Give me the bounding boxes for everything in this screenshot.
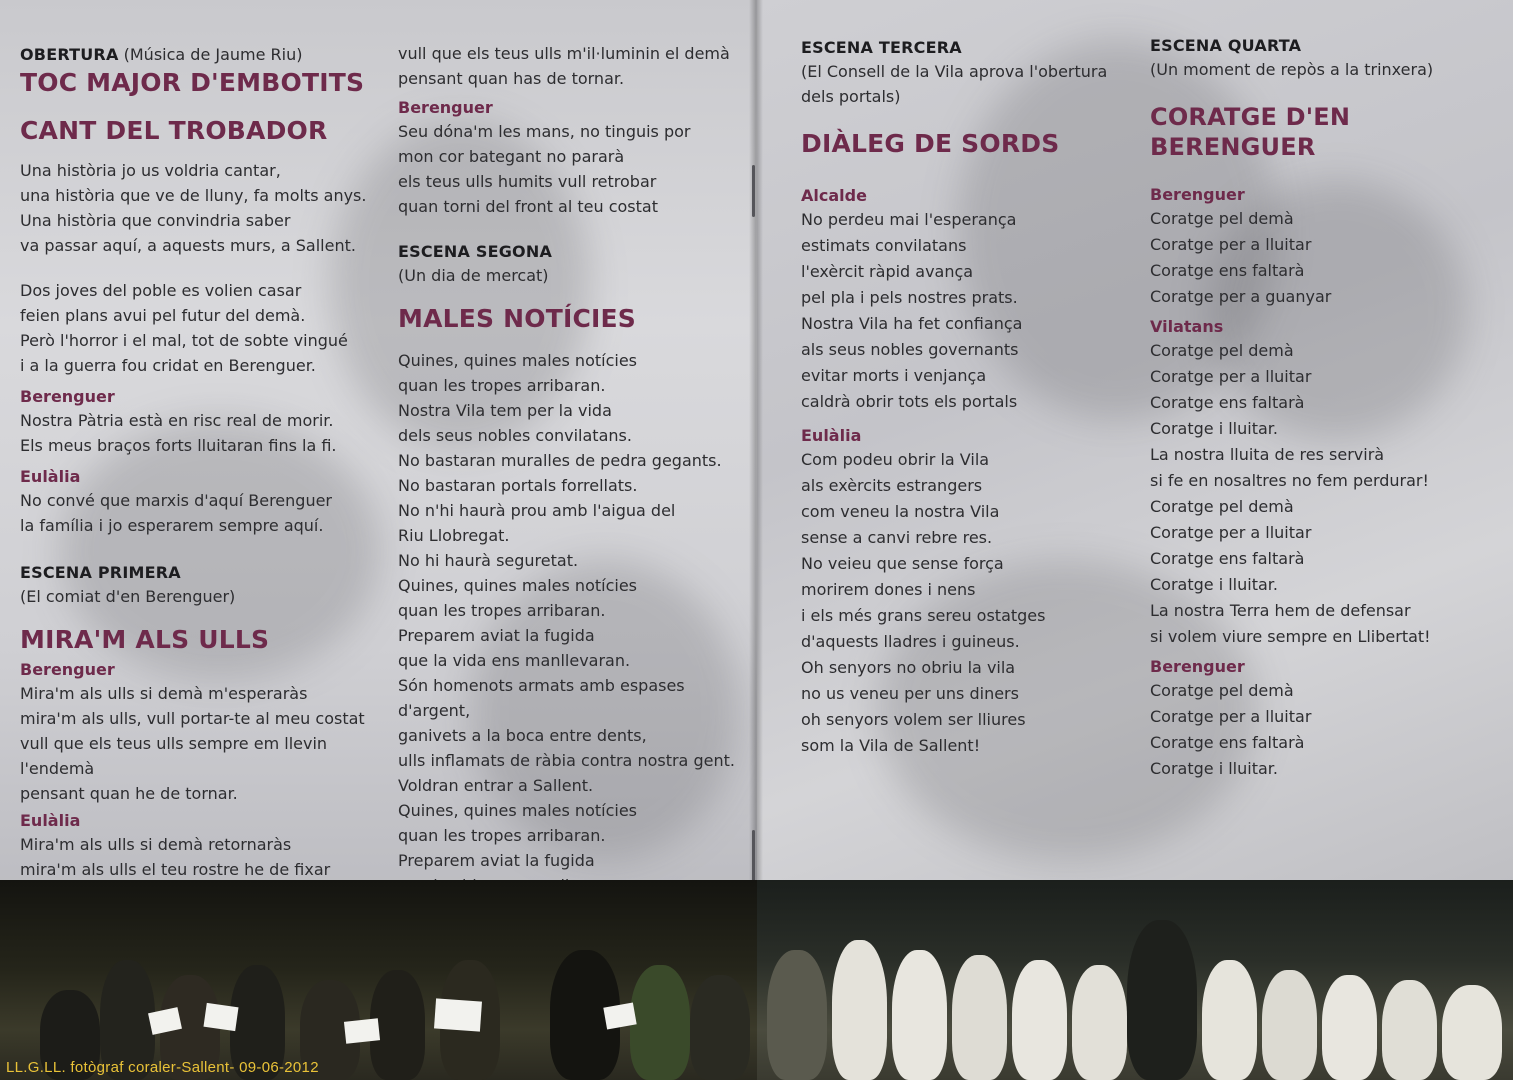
lyric-line: Quines, quines males notícies	[398, 351, 637, 370]
lyric-line: Una història jo us voldria cantar,	[20, 161, 281, 180]
lyric-line: si fe en nosaltres no fem perdurar!	[1150, 471, 1429, 490]
lyric-line: No bastaran portals forrellats.	[398, 476, 638, 495]
character-berenguer: Berenguer	[20, 387, 115, 406]
lyric-line: una història que ve de lluny, fa molts anys.	[20, 186, 367, 205]
lyric-line: Coratge per a lluitar	[1150, 367, 1312, 386]
scene-4-description: (Un moment de repòs a la trinxera)	[1150, 60, 1434, 79]
lyric-line: Coratge pel demà	[1150, 681, 1294, 700]
character-eulalia: Eulàlia	[801, 426, 862, 445]
lyric-line: no us veneu per uns diners	[801, 684, 1019, 703]
choir-member	[1262, 970, 1317, 1080]
character-eulalia: Eulàlia	[20, 811, 81, 830]
lyric-line: ganivets a la boca entre dents,	[398, 726, 647, 745]
lyric-line: Oh senyors no obriu la vila	[801, 658, 1016, 677]
choir-photo-right	[757, 880, 1513, 1080]
scene-1-description: (El comiat d'en Berenguer)	[20, 587, 236, 606]
overture-note: (Música de Jaume Riu)	[118, 45, 303, 64]
lyric-line: Nostra Vila ha fet confiança	[801, 314, 1023, 333]
lyric-line: mon cor bategant no pararà	[398, 147, 625, 166]
lyric-line: que la vida ens manllevaran.	[398, 651, 631, 670]
lyric-line: i a la guerra fou cridat en Berenguer.	[20, 356, 316, 375]
lyric-line: sense a canvi rebre res.	[801, 528, 993, 547]
lyric-line: Coratge i lluitar.	[1150, 759, 1278, 778]
lyric-line: Els meus braços forts lluitaran fins la fi.	[20, 436, 337, 455]
overture-label: OBERTURA	[20, 45, 119, 64]
scene-3-label: ESCENA TERCERA	[801, 38, 962, 57]
lyric-line: si volem viure sempre en Llibertat!	[1150, 627, 1431, 646]
lyric-line: Coratge per a lluitar	[1150, 707, 1312, 726]
lyric-line: quan les tropes arribaran.	[398, 376, 606, 395]
lyric-line: Mira'm als ulls si demà m'esperaràs	[20, 684, 308, 703]
verse-2	[20, 278, 380, 378]
scene-4-label: ESCENA QUARTA	[1150, 36, 1302, 55]
character-eulalia: Eulàlia	[20, 467, 81, 486]
lyric-line: No perdeu mai l'esperança	[801, 210, 1017, 229]
title-males-noticies: MALES NOTÍCIES	[398, 304, 637, 333]
lyric-line: som la Vila de Sallent!	[801, 736, 981, 755]
lyric-line: l'exèrcit ràpid avança	[801, 262, 974, 281]
music-sheet	[344, 1018, 380, 1043]
choir-member	[1442, 985, 1502, 1080]
lyric-line: dels seus nobles convilatans.	[398, 426, 632, 445]
photo-credit: LL.G.LL. fotògraf coraler-Sallent- 09-06-2012	[6, 1059, 319, 1076]
character-berenguer: Berenguer	[398, 98, 493, 117]
conductor	[1127, 920, 1197, 1080]
lyric-line: Nostra Pàtria està en risc real de morir.	[20, 411, 334, 430]
title-toc-major: TOC MAJOR D'EMBOTITS	[20, 68, 365, 97]
choir-member	[1202, 960, 1257, 1080]
choir-member	[1012, 960, 1067, 1080]
staple	[752, 830, 755, 882]
verse-1	[20, 158, 380, 258]
lyric-line: Seu dóna'm les mans, no tinguis por	[398, 122, 691, 141]
character-berenguer: Berenguer	[1150, 657, 1245, 676]
scene-2-description: (Un dia de mercat)	[398, 266, 549, 285]
choir-member	[690, 975, 750, 1080]
character-alcalde: Alcalde	[801, 186, 867, 205]
lyric-line: pensant quan has de tornar.	[398, 69, 625, 88]
choir-member	[1322, 975, 1377, 1080]
character-vilatans: Vilatans	[1150, 317, 1224, 336]
lyric-line: Quines, quines males notícies	[398, 576, 637, 595]
lyric-line: mira'm als ulls, vull portar-te al meu costat	[20, 709, 365, 728]
choir-photo-left	[0, 880, 757, 1080]
lyric-line: Coratge i lluitar.	[1150, 575, 1278, 594]
lyric-line: Preparem aviat la fugida	[398, 851, 595, 870]
lyric-line: va passar aquí, a aquests murs, a Sallent.	[20, 236, 356, 255]
lyric-line: Coratge per a guanyar	[1150, 287, 1332, 306]
lyric-line: No bastaran muralles de pedra gegants.	[398, 451, 722, 470]
lyric-line: estimats convilatans	[801, 236, 967, 255]
lyric-line: feien plans avui pel futur del demà.	[20, 306, 306, 325]
character-berenguer: Berenguer	[1150, 185, 1245, 204]
lyric-line: Coratge i lluitar.	[1150, 419, 1278, 438]
lyric-line: quan les tropes arribaran.	[398, 826, 606, 845]
lyric-line: No veieu que sense força	[801, 554, 1004, 573]
lyric-line: Riu Llobregat.	[398, 526, 510, 545]
choir-member	[1072, 965, 1127, 1080]
column-4	[1150, 35, 1505, 782]
lyric-line: pensant quan he de tornar.	[20, 784, 238, 803]
lyric-line: Mira'm als ulls si demà retornaràs	[20, 835, 292, 854]
music-sheet	[434, 998, 482, 1031]
lyric-line: Coratge pel demà	[1150, 497, 1294, 516]
lyric-line: Com podeu obrir la Vila	[801, 450, 990, 469]
lyric-line: Coratge ens faltarà	[1150, 261, 1305, 280]
lyric-line: als seus nobles governants	[801, 340, 1019, 359]
lyric-line: Una història que convindria saber	[20, 211, 291, 230]
lyric-line: quan torni del front al teu costat	[398, 197, 658, 216]
music-sheet	[203, 1003, 238, 1031]
choir-member	[1382, 980, 1437, 1080]
column-2	[398, 41, 748, 898]
choir-member	[832, 940, 887, 1080]
lyric-line: La nostra Terra hem de defensar	[1150, 601, 1411, 620]
scene-3-description: (El Consell de la Vila aprova l'obertura	[801, 62, 1108, 81]
lyric-line: als exèrcits estrangers	[801, 476, 983, 495]
lyric-line: d'aquests lladres i guineus.	[801, 632, 1020, 651]
lyric-line: i els més grans sereu ostatges	[801, 606, 1046, 625]
character-berenguer: Berenguer	[20, 660, 115, 679]
lyric-line: Quines, quines males notícies	[398, 801, 637, 820]
scene-2-label: ESCENA SEGONA	[398, 242, 553, 261]
column-1	[20, 44, 380, 882]
lyric-line: Coratge pel demà	[1150, 209, 1294, 228]
choir-member	[952, 955, 1007, 1080]
lyric-line: vull que els teus ulls m'il·luminin el demà	[398, 44, 730, 63]
title-coratge-den-berenguer: CORATGE D'EN BERENGUER	[1150, 103, 1351, 161]
choir-member	[630, 965, 690, 1080]
lyric-line: Coratge per a lluitar	[1150, 523, 1312, 542]
scene-1-label: ESCENA PRIMERA	[20, 563, 181, 582]
lyric-line: caldrà obrir tots els portals	[801, 392, 1018, 411]
lyric-line: Coratge pel demà	[1150, 341, 1294, 360]
title-mira-als-ulls: MIRA'M ALS ULLS	[20, 625, 270, 654]
lyric-line: evitar morts i venjança	[801, 366, 987, 385]
males-noticies-lyrics	[398, 348, 748, 898]
lyric-line: els teus ulls humits vull retrobar	[398, 172, 657, 191]
lyric-line: Coratge per a lluitar	[1150, 235, 1312, 254]
lyric-line: Nostra Vila tem per la vida	[398, 401, 612, 420]
lyric-line: mira'm als ulls el teu rostre he de fixar	[20, 860, 331, 879]
lyric-line: Coratge ens faltarà	[1150, 393, 1305, 412]
scene-3-description: dels portals)	[801, 87, 901, 106]
lyric-line: vull que els teus ulls sempre em llevin l'endemà	[20, 734, 328, 778]
lyric-line: pel pla i pels nostres prats.	[801, 288, 1018, 307]
lyric-line: Però l'horror i el mal, tot de sobte vingué	[20, 331, 348, 350]
lyric-line: la família i jo esperarem sempre aquí.	[20, 516, 324, 535]
title-dialeg-de-sords: DIÀLEG DE SORDS	[801, 129, 1060, 158]
lyric-line: Són homenots armats amb espases d'argent,	[398, 676, 685, 720]
lyric-line: morirem dones i nens	[801, 580, 976, 599]
lyric-line: Voldran entrar a Sallent.	[398, 776, 594, 795]
booklet-fold	[749, 0, 763, 880]
lyric-line: Coratge ens faltarà	[1150, 733, 1305, 752]
lyric-line: quan les tropes arribaran.	[398, 601, 606, 620]
staple	[752, 165, 755, 217]
lyric-line: No convé que marxis d'aquí Berenguer	[20, 491, 333, 510]
lyric-line: com veneu la nostra Vila	[801, 502, 1000, 521]
lyric-line: No n'hi haurà prou amb l'aigua del	[398, 501, 676, 520]
lyric-line: No hi haurà seguretat.	[398, 551, 579, 570]
lyric-line: Coratge ens faltarà	[1150, 549, 1305, 568]
lyric-line: Preparem aviat la fugida	[398, 626, 595, 645]
lyric-line: oh senyors volem ser lliures	[801, 710, 1026, 729]
choir-member	[767, 950, 827, 1080]
column-3	[801, 37, 1131, 759]
lyric-line: ulls inflamats de ràbia contra nostra gent.	[398, 751, 735, 770]
title-cant-del-trobador: CANT DEL TROBADOR	[20, 116, 328, 145]
lyric-line: La nostra lluita de res servirà	[1150, 445, 1385, 464]
choir-member	[892, 950, 947, 1080]
lyric-line: Dos joves del poble es volien casar	[20, 281, 302, 300]
